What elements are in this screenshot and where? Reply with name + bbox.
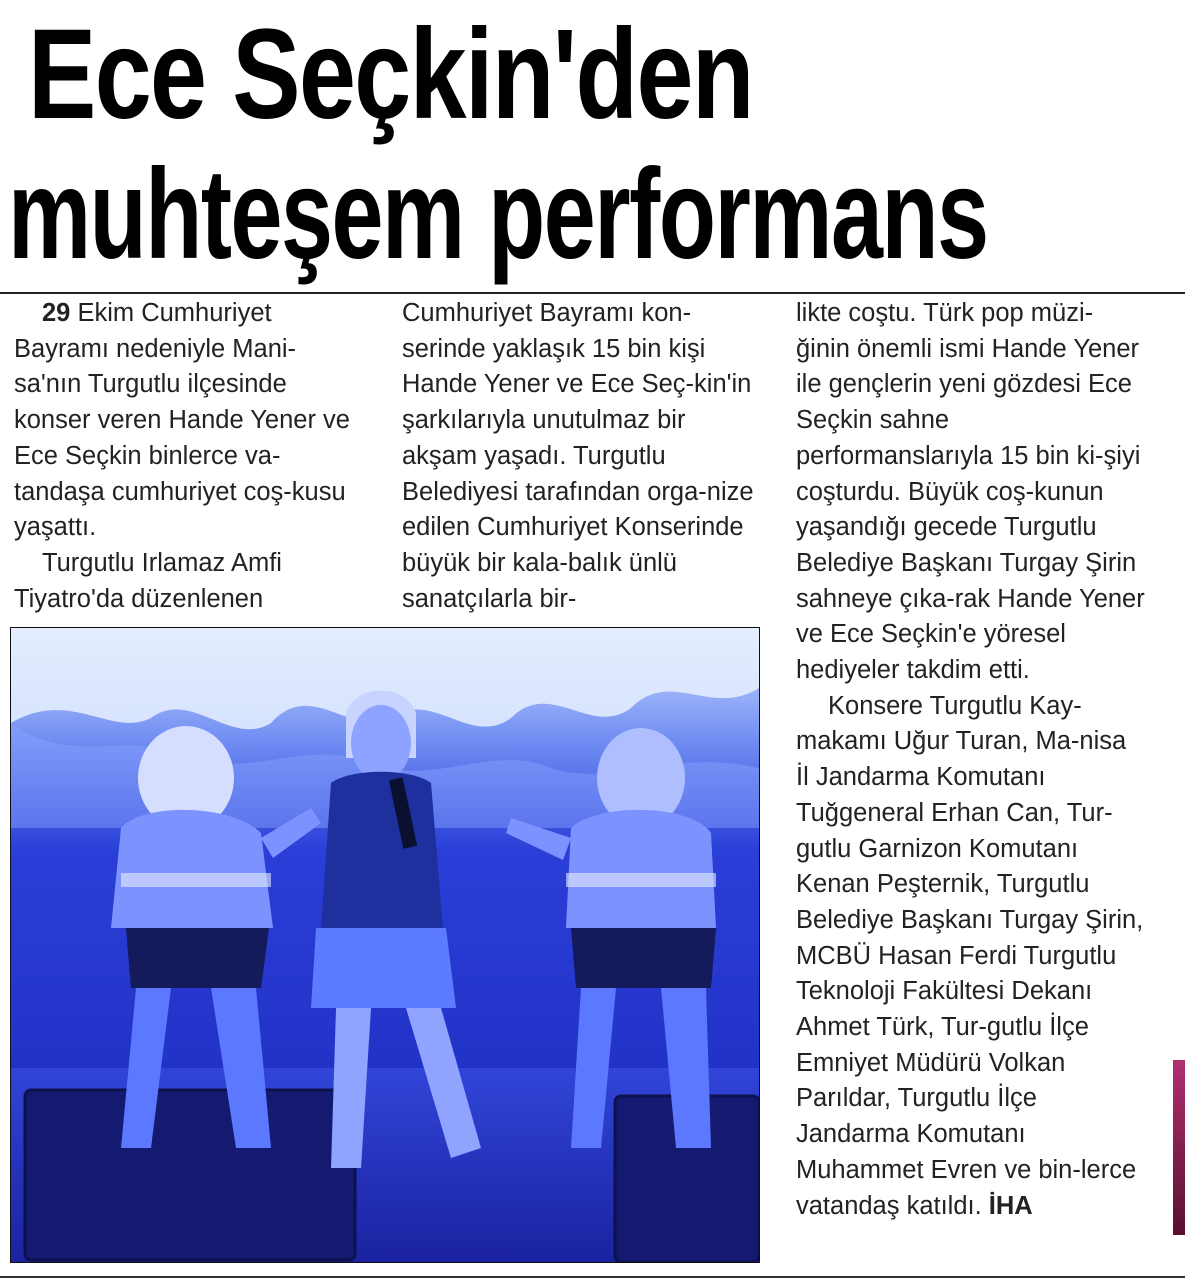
column-1-paragraph-1-text: Ekim Cumhuriyet Bayramı nedeniyle Mani-sa'nın Turgutlu ilçesinde konser veren Hande Yener ve Ece Seçkin binlerce va-tandaşa cumhuriyet coş-kusu yaşattı. — [14, 299, 350, 542]
column-3-paragraph-2-text: Konsere Turgutlu Kay-makamı Uğur Turan, Ma-nisa İl Jandarma Komutanı Tuğgeneral Erhan Can, Tur-gutlu Garnizon Komutanı Kenan Peşternik, Turgutlu Belediye Başkanı Turgay Şirin, MCBÜ Hasan Ferdi Turgutlu Teknoloji Fakültesi Dekanı Ahmet Türk, Tur-gutlu İlçe Emniyet Müdürü Volkan Parıldar, Turgutlu İlçe Jandarma Komutanı Muhammet Evren ve bin-lerce vatandaş katıldı. — [796, 691, 1144, 1220]
headline-divider — [0, 292, 1185, 294]
article-column-3 — [796, 296, 1146, 1224]
bottom-divider — [0, 1276, 1185, 1278]
headline-line-1: Ece Seçkin'den — [28, 3, 753, 146]
concert-photo-image — [11, 628, 759, 1262]
adjacent-page-edge — [1173, 1060, 1185, 1235]
concert-photo — [10, 627, 760, 1263]
headline-line-2: muhteşem performans — [8, 143, 988, 286]
article-column-1 — [14, 296, 359, 617]
article-column-2 — [402, 296, 762, 617]
column-3-paragraph-2 — [796, 689, 1146, 1225]
lead-date-number: 29 — [42, 299, 71, 327]
column-1-paragraph-1 — [14, 296, 359, 546]
column-2-paragraph-1: Cumhuriyet Bayramı kon-serinde yaklaşık 15 bin kişi Hande Yener ve Ece Seç-kin'in şarkılarıyla unutulmaz bir akşam yaşadı. Turgutlu Belediyesi tarafından orga-nize edilen Cumhuriyet Konserinde büyük bir kala-balık ünlü sanatçılarla bir- — [402, 299, 754, 613]
column-1-paragraph-2: Turgutlu Irlamaz Amfi Tiyatro'da düzenlenen — [14, 548, 282, 613]
column-3-paragraph-1: likte coştu. Türk pop müzi-ğinin önemli ismi Hande Yener ile gençlerin yeni gözdesi Ece Seçkin sahne performanslarıyla 15 bin ki-şiyi coşturdu. Büyük coş-kunun yaşandığı gecede Turgutlu Belediye Başkanı Turgay Şirin sahneye çıka-rak Hande Yener ve Ece Seçkin'e yöresel hediyeler takdim etti. — [796, 299, 1145, 685]
news-agency-credit: İHA — [988, 1191, 1033, 1220]
